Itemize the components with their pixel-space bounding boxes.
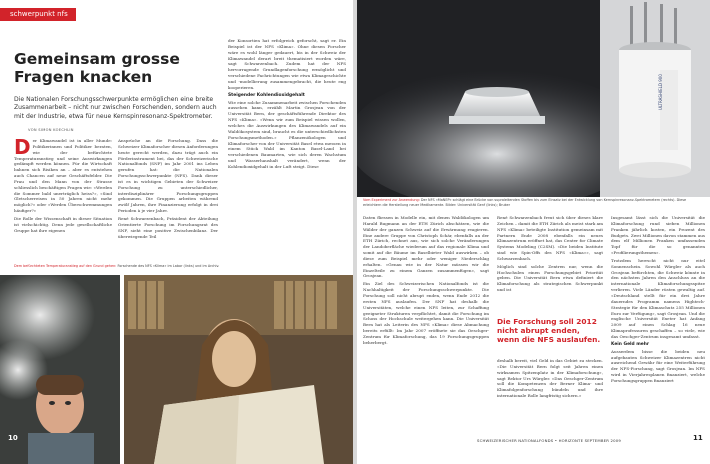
column-5b (497, 358, 603, 430)
col3-para-1: der Konsortien hat erfolgreich geforscht, sagt er. Ein Beispiel ist der NFS «Klima». Ohne diesen Forscher wäre es wohl länger gedauert, bis in der Schweiz der Klimawandel derart breit thematisiert worden wäre, sagt Schwarzenbach. Zudem hat der NFS hervorragende Grundlagenforschung ermöglicht und verschiedene Fachrichtungen wie etwa Klimageschichte und -modellierung zusammengebracht, die heute eng kooperieren. (228, 38, 346, 90)
page-number-right: 11 (693, 434, 703, 442)
photo-experiment (357, 0, 600, 197)
col2-para-2: René Schwarzenbach, Präsident der Abteilung Orientierte Forschung im Forschungsrat des SNF, sieht eine positive Zwischenbilanz. Der überwiegende Teil (118, 215, 218, 239)
photo-nmr-magnet-illustration (600, 0, 710, 197)
pull-quote: Die Forschung soll 2012 nicht abrupt enden, wenn die NFS auslaufen. (497, 317, 601, 344)
left-page (0, 0, 353, 464)
right-photo-caption (363, 198, 703, 207)
column-1 (14, 135, 112, 236)
magnet-label: ULTRASHIELD 900 (658, 74, 663, 110)
column-4 (363, 215, 489, 348)
column-3 (228, 38, 346, 274)
article-title: Gemeinsam grosse Fragen knacken (14, 50, 180, 86)
col1-para-2: Die Rolle der Wissenschaft in dieser Situation ist vielschichtig. Denn jede gesellschaftliche Gruppe hat ihre eigenen (14, 215, 112, 233)
photo-archive-books (124, 275, 353, 464)
photo-lab-steam (0, 275, 120, 464)
col5-para-2: Möglich sind solche Zentren nur, wenn die Hochschulen einen Forschungsgebiet Priorität geben. Die Universität Bern etwa definiert die Klimaforschung als strategischen Schwerpunkt und ist (497, 263, 603, 293)
photo-archive-books-illustration (124, 275, 353, 464)
byline: VON SIMON KOECHLIN (28, 128, 74, 132)
right-caption-text: Der NFS «MaNEP» schlägt eine Brücke von supraleitenden Stoffen bis zum Einsatz bei der Entwicklung von Kernspinresonanz-Spektrometern (rechts). Diese erleichtern die Herstellung neuer Medikamente. (363, 198, 687, 207)
left-photo-caption (14, 264, 224, 269)
article-lead: Die Nationalen Forschungsschwerpunkte ermöglichen eine breite Zusammenarbeit – nicht nur zwischen Forschenden, sondern auch mit der Industrie, etwa für neue Kernspinresonanz-Spektrometer. (14, 96, 217, 120)
col1-para-1: er Klimawandel ist in aller Munde: Politikerinnen und Politiker beraten, wie der befürchtete Temperaturanstieg und seine Auswirkungen gedämpft werden können. Für die Wirtschaft bahnen sich Risiken an – aber es entstehen auch Chancen auf neue Geschäftsfelder. Die Frau und den Mann von der Strasse schliesslich beschäftigen Fragen wie: «Werden die Sommer bald unerträglich heiss?», «Sind Gletscherreisen in 50 Jahren nicht mehr möglich?» oder «Werden Überschwemmungen häufiger?» (14, 138, 112, 214)
col6-heading: Kein Geld mehr (611, 341, 650, 347)
col6-para-1: Insgesamt lässt sich die Universität die Klimaforschung rund sieben Millionen Franken jährlich kosten, ein Prozent des Budgets. Zwei Millionen davon stammen aus dem elf Millionen Franken umfassenden Topf für die so genannten «Profilierungsthemen». (611, 215, 705, 256)
footer-publication: SCHWEIZERISCHER NATIONALFONDS • HORIZONTE SEPTEMBER 2009 (477, 438, 621, 443)
caption-text: Forschende des NFS «Klima» im Labor (links) und im Archiv. (117, 264, 220, 268)
photo-nmr-magnet (600, 0, 710, 197)
col6-para-2: Trotzdem herrscht nicht nur eitel Sonnenschein. Sowohl Würgler als auch Grosjean befürchten, die Schweiz könnte in den nächsten Jahren den Anschluss an die internationale Klimaforschungsspitze verlieren. Viele Länder rüsten gewaltig auf. «Deutschland stellt für ein drei Jahre dauerndes Programm namens Hightech-Strategie für den Klimaschutz 255 Millionen Euro zur Verfügung», sagt Grosjean. Und die englische Universität Exeter hat Anfang 2009 auf einen Schlag 16 neue Klimaprofessuren geschaffen – so viele, wie das Oeschger-Zentrum insgesamt umfasst. (611, 257, 705, 339)
column-6 (611, 215, 705, 433)
col3-heading: Steigender Kohlendioxidgehalt (228, 92, 305, 98)
col6-para-3: Ausserdem bisse die beiden neu aufgebauten Schweizer Klimazentren nicht ausreichend Gewähr für eine Weiterführung der NFS-Forschung, sagt Grosjean. Im NFS wird in Vierjahresplanen finanziert, welche Forschungsgruppen finanziert (611, 348, 705, 383)
photo-lab-steam-illustration (0, 275, 120, 464)
column-5 (497, 215, 603, 315)
right-caption-highlight: Vom Experiment zur Anwendung: (363, 198, 420, 202)
col2-para-1: Ansprüche an die Forschung. Dass die Schweizer Klimaforscher diesen Anforderungen heute gerecht werden, dazu trägt auch ein Förderinstrument bei, das der Schweizerische Nationalfonds (SNF) im Jahr 2001 ins Leben gerufen hat: die Nationalen Forschungsschwerpunkte (NFS). Dank dieser ist es in wichtigen Gebieten der Schweizer Forschung zu unterschiedlicher, interdisziplinärer Forschungsgruppen gekommen. Die Gruppen arbeiten während zwölf Jahren, ihre Finanzierung erfolgt in drei Perioden à je vier Jahre. (118, 138, 218, 214)
photo-credit: Bilder: Universität Genf (links); Bruker (445, 202, 511, 207)
col3-para-2: Wie eine solche Zusammenarbeit zwischen Forschenden aussehen kann, erzählt Martin Grosjean von der Universität Bern, der geschäftsführende Direktor des NFS «Klima». «Wenn wir zum Beispiel wissen wollen, welches die Auswirkungen des Klimawandels auf ein Waldökosystem sind, braucht es die unterschiedlichsten Forschungsmethoden.» Pflanzenökologen und Klimaforscher von der Universität Basel etwa messen in einem Stück Wald im Kanton Basel-Land bei verschiedenen Baumarten, wie sich deren Wachstum und Wasserhaushalt verändert, wenn der Kohlendioxidgehalt in der Luft steigt. Diese (228, 99, 346, 169)
right-page (357, 0, 710, 464)
drop-cap: D (14, 135, 31, 159)
col5-para-3: deshalb bereit, viel Geld in das Gebiet zu stecken. «Die Universität Bern folgt seit Jahren einen wirksamen Spitzenplatz in der Klimaforschung», sagt Rektor Urs Würgler. «Das Oeschger-Zentrum soll die Kompetenzen der Berner Klima- und Klimafolgenforschung bündeln und ihre internationale Rolle langfristig sichern.» (497, 358, 603, 399)
page-number-left: 10 (8, 434, 18, 442)
col4-para-2: Ein Ziel des Schweizerischen Nationalfonds ist die Nachhaltigkeit der Forschungsschwerpunkte. Die Forschung soll nicht abrupt enden, wenn Ende 2012 die ersten NFS auslaufen. Der SNF hat deshalb die Universitäten, welche einen NFS leiten, zur Schaffung geeigneter Strukturen verpflichtet, damit die Forschung im Schoss der Hochschule weitergehen kann. Die Universität Bern hat als Leiterin des NFS «Klima» diese Abmachung bereits erfüllt: Im Jahr 2007 eröffnete sie das Oeschger-Zentrum für Klimaforschung, das 19 Forschungsgruppen beherbergt. (363, 281, 489, 345)
col5-para-1: René Schwarzenbach freut sich über dieses klare Zeichen – damit die ETH Zürich als meist stark am NFS «Klima» beteiligte Institution gemeinsam mit Partnern Ende 2008 ebenfalls ein neues Klimazentrum eröffnet hat, das Center for Climate Systems Modeling (C2SM). «Die beiden Institute sind wie Spin-Offs des NFS «Klima»», sagt Schwarzenbach. (497, 215, 603, 261)
section-tab: schwerpunkt nfs (0, 8, 76, 21)
photo-experiment-illustration (357, 0, 600, 197)
column-2 (118, 138, 218, 241)
caption-highlight: Dem befürchteten Temperaturanstieg auf den Grund gehen: (14, 264, 117, 268)
col4-para-1: Daten fliessen in Modelle ein, mit denen Waldökologen um Harald Bugmann an der ETH Zürich abschätzen, wie die Wälder der ganzen Schweiz auf die Erwärmung reagieren. Eine andere Gruppe von Christoph Schär, ebenfalls an der ETH Zürich, rechnet aus, wie sich solche Veränderungen der Landoberfläche wiederum auf das regionale Klima und somit auf die Bäume im Baselbieter Wald auswirken – ob diese zum Beispiel mehr oder weniger Niederschlag erhalten. «Genau wie in der Natur müssen wir die Einzelteile zu einem Ganzen zusammenfügen», sagt Grosjean. (363, 215, 489, 279)
